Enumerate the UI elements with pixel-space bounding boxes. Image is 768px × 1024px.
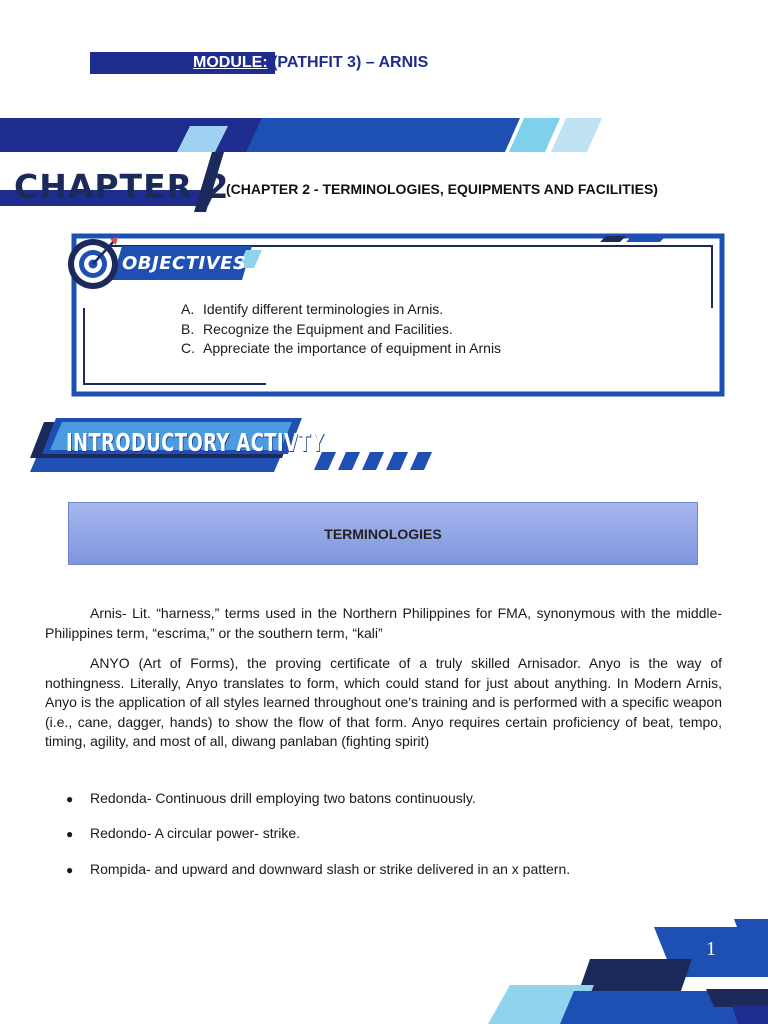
bullet-text: Rompida- and upward and downward slash or strike delivered in an x pattern. [90,861,571,877]
target-icon [66,235,122,291]
footer-decoration [470,915,768,1024]
chapter-subtitle: (CHAPTER 2 - TERMINOLOGIES, EQUIPMENTS AND FACILITIES) [226,181,658,197]
page-number: 1 [706,938,716,960]
objective-item [181,300,501,320]
module-label: MODULE: [193,54,268,71]
paragraph-text: Arnis- Lit. “harness,” terms used in the Northern Philippines for FMA, synonymous with the middle- Philippines term, “escrima,” or the southern term, “kali” [45,605,722,641]
module-title [193,54,428,72]
bullet-icon: ● [66,827,74,841]
objective-item [181,320,501,340]
module-name: (PATHFIT 3) – ARNIS [267,54,429,71]
paragraph-anyo [45,654,722,752]
bullet-text: Redonda- Continuous drill employing two batons continuously. [90,790,476,806]
objectives-label: OBJECTIVES [122,253,247,274]
list-item [66,825,300,841]
terminologies-box [68,502,698,565]
objective-key: B. [181,320,195,337]
objective-key: A. [181,301,195,317]
objectives-list [181,300,501,359]
terminologies-title: TERMINOLOGIES [324,526,442,542]
intro-label: INTRODUCTORY ACTIVTY [66,428,325,457]
objective-key: C. [181,340,195,356]
objective-text: Appreciate the importance of equipment in Arnis [203,340,502,356]
objective-text: Identify different terminologies in Arnis. [203,301,444,317]
bullet-text: Redondo- A circular power- strike. [90,825,301,841]
list-item [66,790,476,806]
list-item [66,861,570,877]
chapter-title: CHAPTER 2 [14,167,230,206]
objective-text: Recognize the Equipment and Facilities. [203,320,453,337]
bullet-icon: ● [66,792,74,806]
objective-item [181,339,501,359]
bullet-icon: ● [66,863,74,877]
paragraph-text: ANYO (Art of Forms), the proving certificate of a truly skilled Arnisador. Anyo is the way of nothingness. Literally, Anyo translates to form, which could stand for just about anything. In Modern Arnis, Anyo is the application of all styles learned throughout one's training and is performed with a specific weapon (i.e., cane, dagger, hands) to show the flow of that form. Anyo requires certain proficiency of beat, tempo, timing, agility, and most of all, diwang panlaban (fighting spirit) [45,655,722,749]
paragraph-arnis [45,604,722,643]
